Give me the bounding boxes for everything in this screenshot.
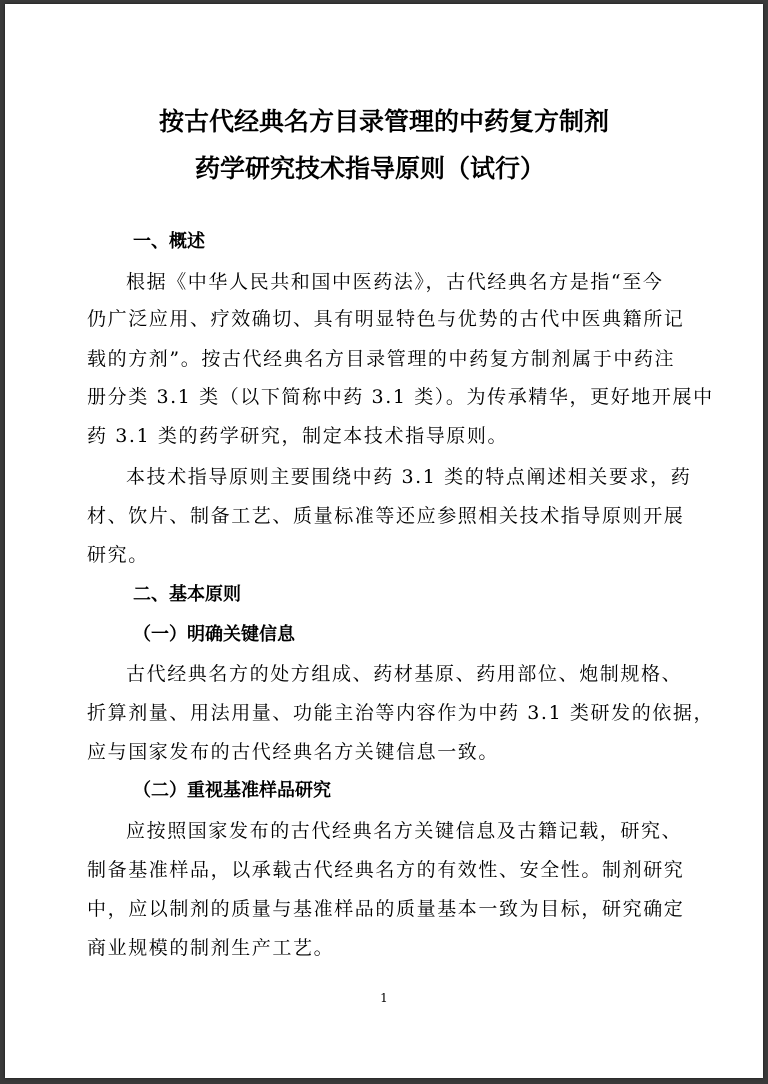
paragraph-line: 应与国家发布的古代经典名方关键信息一致。 xyxy=(87,741,500,763)
paragraph-line: 本技术指导原则主要围绕中药 3.1 类的特点阐述相关要求，药 xyxy=(126,466,692,488)
paragraph-line: 制备基准样品，以承载古代经典名方的有效性、安全性。制剂研究 xyxy=(87,859,685,881)
document-title-line-1: 按古代经典名方目录管理的中药复方制剂 xyxy=(158,107,609,136)
document-title-line-2: 药学研究技术指导原则（试行） xyxy=(194,154,545,183)
paragraph-line: 册分类 3.1 类（以下简称中药 3.1 类）。为传承精华，更好地开展中 xyxy=(87,386,714,408)
paragraph-line: 研究。 xyxy=(87,544,149,566)
page-number: 1 xyxy=(380,991,388,1005)
paragraph-line: 折算剂量、用法用量、功能主治等内容作为中药 3.1 类研发的依据， xyxy=(87,702,715,724)
paragraph-line: 药 3.1 类的药学研究，制定本技术指导原则。 xyxy=(87,425,509,447)
section-heading-overview: 一、概述 xyxy=(133,231,205,252)
document-page xyxy=(5,4,763,1078)
paragraph-line: 中，应以制剂的质量与基准样品的质量基本一致为目标，研究确定 xyxy=(87,898,685,920)
subsection-heading-key-info: （一）明确关键信息 xyxy=(133,624,295,645)
paragraph-line: 材、饮片、制备工艺、质量标准等还应参照相关技术指导原则开展 xyxy=(87,505,685,527)
paragraph-line: 载的方剂”。按古代经典名方目录管理的中药复方制剂属于中药注 xyxy=(87,348,676,370)
section-heading-basic-principles: 二、基本原则 xyxy=(133,584,241,605)
subsection-heading-reference-sample: （二）重视基准样品研究 xyxy=(133,780,331,801)
paragraph-line: 仍广泛应用、疗效确切、具有明显特色与优势的古代中医典籍所记 xyxy=(87,308,685,330)
paragraph-line: 根据《中华人民共和国中医药法》，古代经典名方是指“至今 xyxy=(126,271,664,293)
paragraph-line: 古代经典名方的处方组成、药材基原、药用部位、炮制规格、 xyxy=(126,663,683,685)
paragraph-line: 商业规模的制剂生产工艺。 xyxy=(87,937,335,959)
paragraph-line: 应按照国家发布的古代经典名方关键信息及古籍记载，研究、 xyxy=(126,820,683,842)
